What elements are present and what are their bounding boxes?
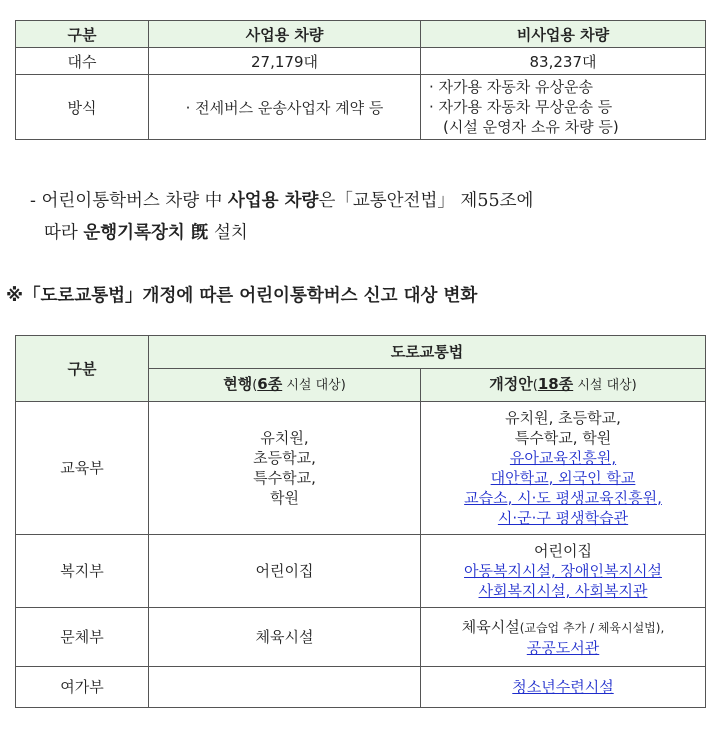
note-paragraph	[30, 185, 710, 249]
table-row	[16, 48, 706, 75]
target-item: 유치원, 초등학교,	[505, 409, 621, 427]
current-targets	[149, 402, 421, 535]
row-label-count: 대수	[16, 48, 149, 75]
table-row	[16, 75, 706, 140]
header-category: 구분	[16, 21, 149, 48]
target-item: 초등학교,	[253, 449, 316, 467]
header-nonbusiness-vehicle: 비사업용 차량	[421, 21, 706, 48]
nonbusiness-method	[421, 75, 706, 140]
new-target-item: 청소년수련시설	[512, 678, 614, 696]
note-emphasis: 운행기록장치 旣	[83, 223, 209, 243]
note-text: 설치	[208, 223, 248, 243]
new-target-item: 대안학교, 외국인 학교	[490, 469, 636, 487]
header-business-vehicle: 사업용 차량	[149, 21, 421, 48]
target-item: 학원	[270, 489, 299, 507]
revised-targets	[421, 402, 706, 535]
row-label-method: 방식	[16, 75, 149, 140]
header-current: 현행(6종 시설 대상)	[149, 369, 421, 402]
target-item: 특수학교,	[253, 469, 316, 487]
table-row	[16, 535, 706, 608]
note-emphasis: 사업용 차량	[227, 191, 319, 211]
section-title: ※「도로교통법」개정에 따른 어린이통학버스 신고 대상 변화	[6, 286, 478, 306]
target-item: 특수학교, 학원	[514, 429, 612, 447]
target-item: 유치원,	[260, 429, 309, 447]
table-row	[16, 402, 706, 535]
note-text: - 어린이통학버스 차량 中	[30, 191, 228, 211]
header-revised-label: 개정안	[489, 375, 533, 393]
note-text: 은「교통안전법」 제55조에	[318, 191, 534, 211]
new-target-item: 사회복지시설, 사회복지관	[478, 582, 648, 600]
ministry-label: 여가부	[16, 667, 149, 708]
new-target-item: 시·군·구 평생학습관	[497, 509, 629, 527]
business-count: 27,179대	[149, 48, 421, 75]
nonbusiness-method-line: · 자가용 자동차 무상운송 등	[429, 98, 613, 116]
header-revised-tail: 시설 대상)	[573, 378, 637, 393]
note-text: 따라	[44, 223, 84, 243]
current-targets: 체육시설	[149, 608, 421, 667]
current-targets: 어린이집	[149, 535, 421, 608]
current-targets	[149, 667, 421, 708]
ministry-label: 교육부	[16, 402, 149, 535]
header-law: 도로교통법	[149, 336, 706, 369]
header-current-count: 6종	[257, 375, 283, 393]
new-target-item: 공공도서관	[526, 638, 600, 657]
target-note: (교습업 추가 / 체육시설법),	[519, 620, 665, 635]
new-target-item: 교습소, 시·도 평생교육진흥원,	[464, 489, 662, 507]
nonbusiness-count: 83,237대	[421, 48, 706, 75]
header-category: 구분	[16, 336, 149, 402]
new-target-item: 유아교육진흥원,	[509, 449, 617, 467]
target-item: 어린이집	[534, 542, 592, 560]
business-method: · 전세버스 운송사업자 계약 등	[149, 75, 421, 140]
revised-targets	[421, 667, 706, 708]
table-row	[16, 667, 706, 708]
nonbusiness-method-line: · 자가용 자동차 유상운송	[429, 78, 593, 96]
header-revised: 개정안(18종 시설 대상)	[421, 369, 706, 402]
registration-target-table	[15, 335, 706, 708]
revised-targets	[421, 535, 706, 608]
new-target-item: 아동복지시설, 장애인복지시설	[464, 562, 662, 580]
header-current-label: 현행	[223, 375, 253, 393]
table-row	[16, 608, 706, 667]
target-item: 체육시설	[461, 617, 520, 636]
header-revised-count: 18종	[537, 375, 574, 393]
ministry-label: 복지부	[16, 535, 149, 608]
vehicle-type-table	[15, 20, 706, 140]
nonbusiness-method-line: (시설 운영자 소유 차량 등)	[443, 118, 619, 136]
ministry-label: 문체부	[16, 608, 149, 667]
revised-targets	[421, 608, 706, 667]
header-current-tail: 시설 대상)	[282, 378, 346, 393]
